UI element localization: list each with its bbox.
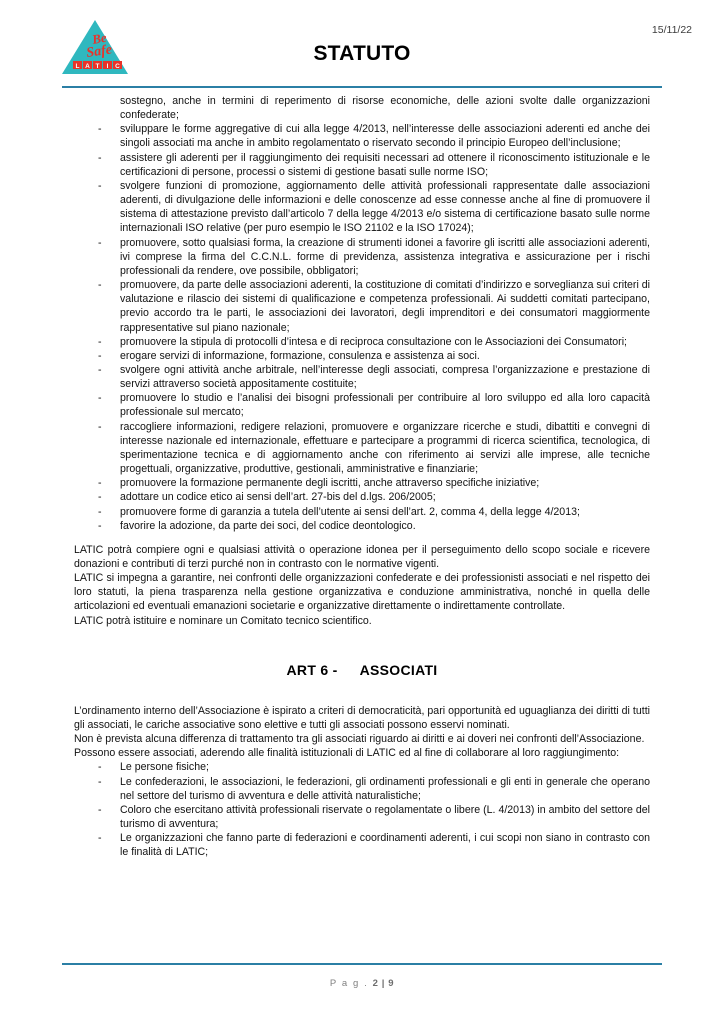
list-item-text: erogare servizi di informazione, formazione, consulenza e assistenza ai soci. [120, 349, 480, 362]
list-item [74, 179, 650, 236]
list-item-text: promuovere la stipula di protocolli d’intesa e di reciproca consultazione con le Associazioni dei Consumatori; [120, 335, 628, 348]
article-number: ART 6 - [286, 661, 338, 678]
list-item [74, 349, 650, 363]
paragraph-ordinamento: L’ordinamento interno dell’Associazione è ispirato a criteri di democraticità, pari opportunità ed uguaglianza dei diritti di tutti gli associati, le cariche associative sono elettive e tutti gli associati possono esservi nominati. [74, 704, 650, 731]
list-item-text: adottare un codice etico ai sensi dell’art. 27-bis del d.lgs. 206/2005; [120, 491, 436, 504]
footer-page-number [0, 978, 724, 989]
list-dash: - [98, 420, 102, 433]
list-item-text: svolgere ogni attività anche arbitrale, nell’interesse degli associati, compresa l’organizzazione e prestazione di servizi attraverso società appositamente costituite; [120, 363, 650, 391]
list-dash: - [98, 335, 102, 348]
list-item-text: promuovere forme di garanzia a tutela dell’utente ai sensi dell’art. 2, comma 4, della legge 4/2013; [120, 505, 580, 518]
svg-text:T: T [95, 63, 100, 70]
list-item [74, 760, 650, 774]
list-item-text: svolgere funzioni di promozione, aggiornamento delle attività professionali rappresentate dalle associazioni aderenti, di divulgazione delle informazioni e delle conoscenze ad esse connesse anche al fine di promuovere il sistema di attestazione previsto dall’articolo 7 della legge 4/2013 e/o sistema di certificazione basato sulle norme internazionali ISO relative (per puro esempio le ISO 21102 e la ISO 17024); [120, 179, 650, 235]
paragraph-latic-trasparenza: LATIC si impegna a garantire, nei confronti delle organizzazioni confederate e dei professionisti associati e nel rispetto dei loro statuti, la piena trasparenza nella gestione organizzativa e conduzione amministrativa, nonché in quella delle articolazioni ed eventuali emanazioni societarie e organizzative direttamente o indirettamente controllate. [74, 572, 650, 613]
list-item-text: raccogliere informazioni, redigere relazioni, promuovere e organizzare ricerche e studi, dibattiti e convegni di interesse nazionale ed internazionale, effettuare e partecipare a programmi di ricerca scientifica, tecnologica, di sperimentazione tecnica e di aggiornamento anche con riferimento ai servizi alle imprese, alle tecniche progettuali, organizzative, produttive, gestionali, amministrative e finanziarie; [120, 420, 650, 476]
list-dash: - [98, 349, 102, 362]
list-dash: - [98, 519, 102, 532]
svg-text:Be: Be [90, 29, 108, 47]
list-item [74, 803, 650, 831]
list-item [74, 335, 650, 349]
list-item [74, 236, 650, 278]
header-divider [62, 86, 662, 88]
list-item [74, 490, 650, 504]
svg-text:I: I [106, 63, 109, 70]
list-dash: - [98, 505, 102, 518]
footer-divider [62, 963, 662, 965]
list-dash: - [98, 179, 102, 192]
list-item [74, 775, 650, 803]
list-item-text: sostegno, anche in termini di reperimento di risorse economiche, delle azioni svolte dalle organizzazioni confederate; [120, 95, 650, 122]
list-item-text: promuovere, sotto qualsiasi forma, la creazione di strumenti idonei a favorire gli iscritti alle associazioni aderenti, ivi comprese la firma del C.C.N.L. forme di previdenza, assistenza integrativa e assicurazione per i rischi professionali da rendere, ove possibile, obbligatori; [120, 236, 650, 277]
list-item-text: promuovere la formazione permanente degli iscritti, anche attraverso specifiche iniziative; [120, 477, 540, 490]
spacer [74, 533, 650, 543]
list-item [74, 505, 650, 519]
list-item [74, 476, 650, 490]
list-item [74, 94, 650, 122]
svg-text:C: C [115, 63, 120, 70]
list-dash: - [98, 363, 102, 376]
list-item-text: Le confederazioni, le associazioni, le federazioni, gli ordinamenti professionali e gli enti in generale che operano nel settore del turismo di avventura e delle attività naturalistiche; [120, 775, 650, 802]
list-dash: - [98, 761, 102, 774]
article-name: ASSOCIATI [359, 661, 438, 678]
list-item [74, 122, 650, 150]
list-item [74, 391, 650, 419]
list-dash: - [98, 392, 102, 405]
list-item-text: assistere gli aderenti per il raggiungimento dei requisiti necessari ad ottenere il riconoscimento istituzionale e le certificazioni di persone, processi o sistemi di gestione basati sulle norme ISO; [120, 151, 650, 178]
document-body [74, 94, 650, 860]
list-dash: - [98, 803, 102, 816]
document-title: STATUTO [313, 42, 411, 65]
list-item-text: Coloro che esercitano attività professionali riservate o regolamentate o libere (L. 4/2013) in ambito del settore del turismo di avventura; [120, 803, 650, 831]
list-item-text: Le organizzazioni che fanno parte di federazioni e coordinamenti aderenti, i cui scopi non siano in contrasto con le finalità di LATIC; [120, 832, 650, 859]
list-item-text: promuovere lo studio e l’analisi dei bisogni professionali per contribuire al loro sviluppo ed alla loro capacità professionale sul mercato; [120, 392, 650, 419]
header-date: 15/11/22 [651, 24, 692, 36]
list-dash: - [98, 151, 102, 164]
paragraph-comitato-tecnico: LATIC potrà istituire e nominare un Comitato tecnico scientifico. [74, 614, 372, 627]
list-dash: - [98, 832, 102, 845]
list-item-text: Le persone fisiche; [120, 761, 209, 774]
list-item [74, 519, 650, 533]
list-item-text: promuovere, da parte delle associazioni aderenti, la costituzione di comitati d’indirizzo e sorveglianza sui criteri di valutazione e rilascio dei sistemi di qualificazione e competenza professionali. Ai suddetti comitati partecipano, previo accordo tra le parti, le associazioni dei lavoratori, degli imprenditori e dei consumatori maggiormente rappresentative sul piano nazionale; [120, 279, 650, 334]
page-header [0, 0, 724, 90]
article-heading [74, 662, 650, 678]
list-item [74, 363, 650, 391]
list-item [74, 151, 650, 179]
list-dash: - [98, 279, 102, 292]
spacer [74, 628, 650, 662]
svg-text:Safe: Safe [85, 42, 113, 61]
list-dash: - [98, 491, 102, 504]
list-item [74, 831, 650, 859]
svg-text:L: L [75, 63, 80, 70]
list-item-text: sviluppare le forme aggregative di cui alla legge 4/2013, nell’interesse delle associazioni aderenti ed anche dei singoli associati ma anche in ambito regolamentato o riservato secondo il principio Europeo dell’inclusione; [120, 123, 650, 150]
paragraph-possono-essere-associati: Possono essere associati, aderendo alle finalità istituzionali di LATIC ed al fine di collaborare al loro raggiungimento: [74, 747, 620, 760]
list-dash: - [98, 236, 102, 249]
objectives-list [74, 94, 650, 533]
list-item-text: favorire la adozione, da parte dei soci, del codice deontologico. [120, 519, 416, 532]
members-list [74, 760, 650, 859]
paragraph-nessuna-differenza: Non è prevista alcuna differenza di trattamento tra gli associati riguardo ai diritti e ai doveri nei confronti dell’Associazione. [74, 733, 645, 746]
svg-text:A: A [85, 63, 90, 70]
list-dash: - [98, 477, 102, 490]
list-item [74, 278, 650, 335]
footer-page-value: 2 | 9 [372, 978, 395, 989]
paragraph-latic-attivita: LATIC potrà compiere ogni e qualsiasi attività o operazione idonea per il perseguimento dello scopo sociale e ricevere donazioni e contributi di terzi purché non in contrasto con le normative vigenti. [74, 543, 650, 570]
list-item [74, 420, 650, 477]
spacer [74, 678, 650, 704]
list-dash: - [98, 775, 102, 788]
list-dash: - [98, 123, 102, 136]
footer-page-label: P a g . [329, 978, 369, 989]
